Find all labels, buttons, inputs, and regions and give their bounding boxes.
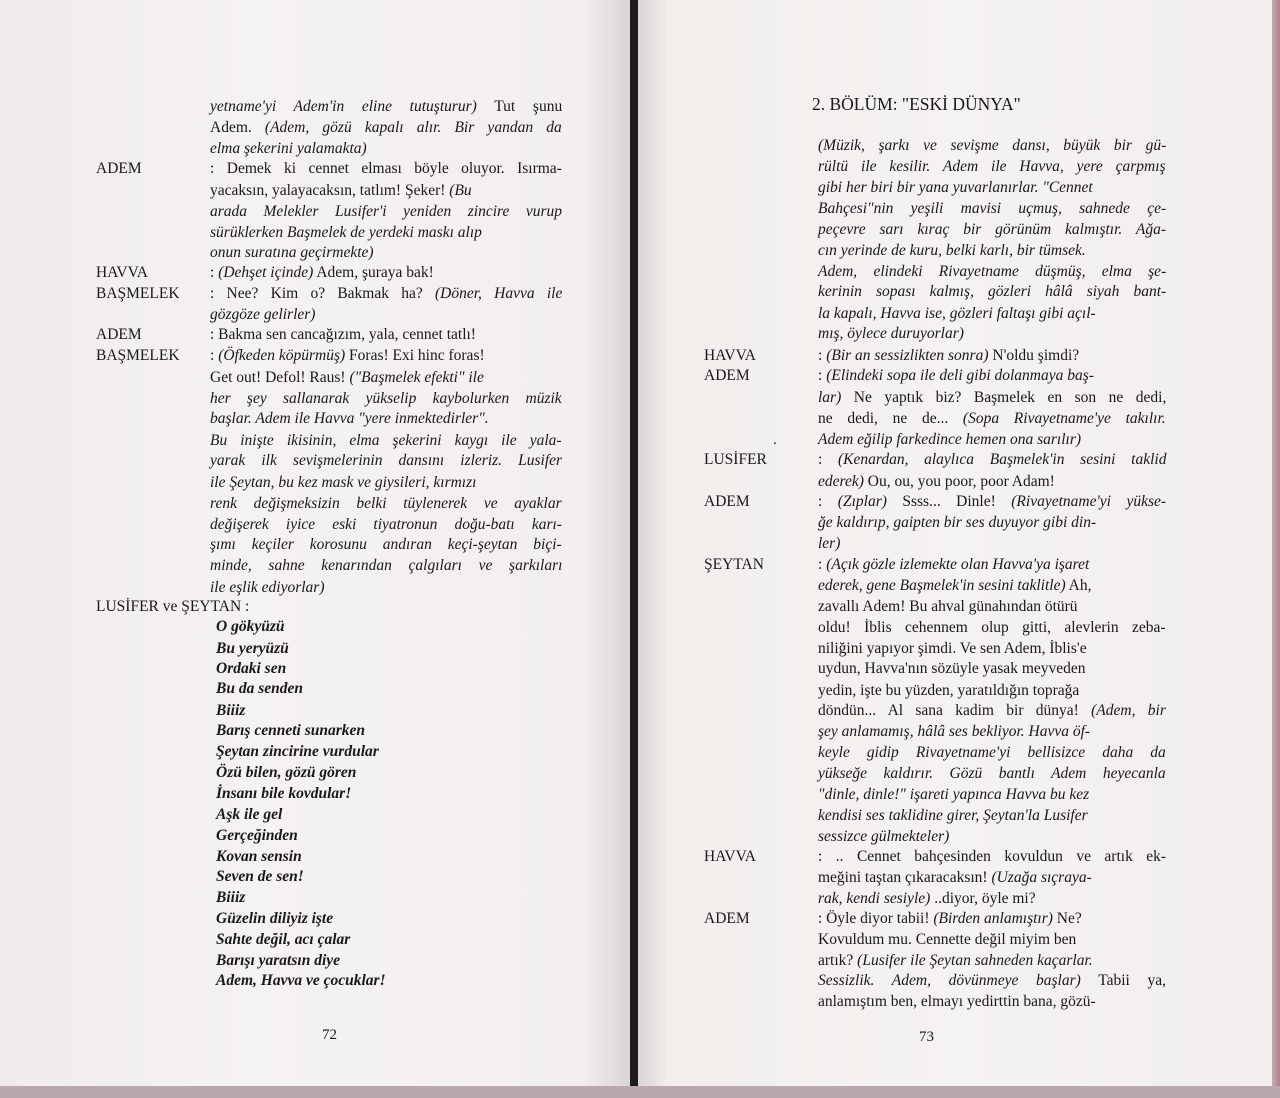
- dialogue-text: Tut şunu: [476, 98, 563, 115]
- speaker-name: ADEM: [96, 326, 142, 343]
- dialogue-text: yacaksın, yalayacaksın, tatlım! Şeker!: [210, 182, 450, 199]
- stage-direction: sürüklerken Başmelek de yerdeki maskı alıp: [210, 224, 482, 241]
- speaker-name: LUSİFER: [704, 451, 767, 468]
- stage-direction: Bahçesi"nin yeşili mavisi uçmuş, sahnede çe-: [818, 200, 1167, 217]
- text-line: [210, 390, 562, 408]
- text-line: [210, 495, 562, 513]
- stage-direction: rak, kendi sesiyle): [818, 890, 931, 907]
- dialogue-text: :: [818, 556, 827, 573]
- text-line: [818, 910, 1082, 928]
- stage-direction: Sessizlik. Adem, dövünmeye başlar): [818, 972, 1081, 989]
- stage-direction: renk değişmeksizin belki tüylenerek ve ayaklar: [210, 495, 562, 512]
- text-line: [818, 410, 1166, 428]
- speaker-name: ADEM: [704, 493, 750, 510]
- stage-direction: (Müzik, şarkı ve sevişme dansı, büyük bir gü-: [818, 137, 1167, 154]
- stage-direction: minde, sahne kenarından çalgıları ve şarkıları: [210, 557, 563, 574]
- book-gutter: [630, 0, 638, 1098]
- dialogue-text: Ah,: [1065, 577, 1092, 594]
- dialogue-text: zavallı Adem! Bu ahval günahından ötürü: [818, 598, 1078, 615]
- song-line: Kovan sensin: [216, 848, 302, 865]
- text-line: [818, 535, 840, 553]
- text-line: [818, 221, 1166, 239]
- song-speaker: LUSİFER ve ŞEYTAN :: [96, 598, 250, 615]
- song-line: Biiiz: [216, 889, 246, 906]
- dialogue-text: ne dedi, ne de...: [818, 410, 963, 427]
- chapter-title: 2. BÖLÜM: "ESKİ DÜNYA": [812, 94, 1021, 114]
- stage-direction: ğe kaldırıp, gaipten bir ses duyuyor gibi din-: [818, 514, 1097, 531]
- dialogue-text: Tabii ya,: [1080, 972, 1167, 989]
- stage-direction: (Dehşet içinde): [218, 264, 314, 281]
- text-line: [818, 367, 1094, 385]
- text-line: [818, 325, 964, 343]
- stage-direction: (Lusifer ile Şeytan sahneden kaçarlar.: [857, 952, 1093, 969]
- text-line: [818, 972, 1166, 990]
- dialogue-text: : Öyle diyor tabii!: [818, 910, 934, 927]
- text-line: [210, 557, 562, 575]
- speaker-name: HAVVA: [96, 264, 148, 281]
- text-line: [818, 931, 1076, 949]
- text-line: [818, 598, 1078, 616]
- stage-direction: gibi her biri bir yana yuvarlanırlar. "Cennet: [818, 179, 1093, 196]
- text-line: [818, 702, 1166, 720]
- stage-direction: Bu inişte ikisinin, elma şekerini kaygı ile yala-: [210, 432, 562, 449]
- stage-direction: mış, öylece duruyorlar): [818, 325, 964, 342]
- text-line: [818, 283, 1166, 301]
- song-line: Adem, Havva ve çocuklar!: [216, 972, 386, 989]
- dialogue-text: niliğini yapıyor şimdi. Ve sen Adem, İblis'e: [818, 640, 1087, 657]
- text-line: [818, 577, 1091, 595]
- text-line: [818, 242, 1086, 260]
- text-line: [210, 432, 562, 450]
- speaker-name: ŞEYTAN: [704, 556, 764, 573]
- text-line: [818, 514, 1096, 532]
- dialogue-text: Ou, ou, you poor, poor Adam!: [863, 473, 1055, 490]
- stage-direction: ler): [818, 535, 841, 552]
- stage-direction: şımı keçiler korosunu andıran keçi-şeytan biçi-: [210, 536, 562, 553]
- text-line: [818, 305, 1096, 323]
- text-line: [818, 682, 1079, 700]
- stage-direction: gözgöze gelirler): [210, 306, 316, 323]
- song-line: Biiiz: [216, 702, 246, 719]
- text-line: [818, 640, 1087, 658]
- dialogue-text: Ne yaptık biz? Başmelek en son ne dedi,: [841, 389, 1167, 406]
- stage-direction: yarak ilk sevişmelerinin dansını izleriz. Lusifer: [210, 452, 563, 469]
- text-line: [818, 158, 1166, 176]
- stage-direction: başlar. Adem ile Havva "yere inmektedirler".: [210, 410, 489, 427]
- stage-direction: rültü ile kesilir. Adem ile Havva, yere çarpmış: [818, 158, 1166, 175]
- dialogue-text: Adem, şuraya bak!: [313, 264, 434, 281]
- dialogue-text: ..diyor, öyle mi?: [930, 890, 1036, 907]
- stage-direction: Adem eğilip farkedince hemen ona sarılır): [818, 431, 1082, 448]
- speaker-name: ADEM: [704, 910, 750, 927]
- speaker-name: BAŞMELEK: [96, 285, 180, 302]
- stage-direction: kerinin sopası kalmış, gözleri hâlâ siyah bant-: [818, 283, 1167, 300]
- text-line: [818, 451, 1166, 469]
- stage-direction: (Elindeki sopa ile deli gibi dolanmaya baş-: [826, 367, 1094, 384]
- speaker-name: BAŞMELEK: [96, 347, 180, 364]
- text-line: [210, 579, 325, 597]
- speaker-name: HAVVA: [704, 347, 756, 364]
- dialogue-text: artık?: [818, 952, 858, 969]
- stage-direction: kendisi ses taklidine girer, Şeytan'la Lusifer: [818, 807, 1088, 824]
- page-number: 73: [919, 1029, 934, 1045]
- text-line: [818, 179, 1093, 197]
- text-line: [818, 786, 1089, 804]
- dialogue-text: :: [818, 451, 838, 468]
- text-line: [818, 493, 1166, 511]
- stage-direction: (Bu: [449, 182, 472, 199]
- text-line: [210, 244, 374, 262]
- text-line: [818, 347, 1079, 365]
- stage-direction: değişerek iyice eski tiyatronun doğu-batı karı-: [210, 516, 562, 533]
- song-line: Barışı yaratsın diye: [216, 952, 341, 969]
- text-line: [210, 285, 562, 303]
- text-line: [818, 952, 1093, 970]
- text-line: [210, 264, 434, 282]
- dialogue-text: Kovuldum mu. Cennette değil miyim ben: [818, 931, 1077, 948]
- dialogue-text: :: [210, 347, 219, 364]
- stage-direction: (Rivayetname'yi yükse-: [1011, 493, 1167, 510]
- text-line: [210, 119, 562, 137]
- song-line: Bu yeryüzü: [216, 640, 289, 657]
- dialogue-text: : Nee? Kim o? Bakmak ha?: [210, 285, 435, 302]
- text-line: [210, 182, 472, 200]
- song-line: Bu da senden: [216, 680, 303, 697]
- text-line: [818, 993, 1096, 1011]
- text-line: [210, 306, 315, 324]
- song-line: Güzelin diliyiz işte: [216, 910, 334, 927]
- song-line: O gökyüzü: [216, 618, 285, 635]
- text-line: [210, 452, 562, 470]
- text-line: [210, 203, 562, 221]
- text-line: [210, 474, 476, 492]
- stage-direction: ederek): [818, 473, 864, 490]
- dialogue-text: :: [210, 264, 219, 281]
- stage-direction: (Kenardan, alaylıca Başmelek'in sesini taklid: [837, 451, 1167, 468]
- song-line: Özü bilen, gözü gören: [216, 764, 357, 781]
- text-line: [818, 619, 1166, 637]
- song-line: İnsanı bile kovdular!: [216, 785, 352, 802]
- speaker-name: ADEM: [704, 367, 750, 384]
- text-line: [210, 516, 562, 534]
- text-line: [818, 848, 1166, 866]
- song-line: Gerçeğinden: [216, 827, 298, 844]
- stage-direction: keyle gidip Rivayetname'yi bellisizce daha da: [818, 744, 1166, 761]
- text-line: [210, 536, 562, 554]
- song-line: Barış cenneti sunarken: [216, 722, 366, 739]
- text-line: [818, 807, 1088, 825]
- song-line: Şeytan zincirine vurdular: [216, 743, 379, 760]
- stage-direction: (Zıplar): [837, 493, 887, 510]
- text-line: [210, 369, 484, 387]
- stage-direction: "dinle, dinle!" işareti yapınca Havva bu kez: [818, 786, 1090, 803]
- text-line: [818, 431, 1081, 449]
- stage-direction: (Sopa Rivayetname'ye takılır.: [962, 410, 1166, 427]
- text-line: [818, 869, 1092, 887]
- text-line: [818, 389, 1166, 407]
- stage-direction: yetname'yi Adem'in eline tutuşturur): [210, 98, 477, 115]
- dialogue-text: Ne?: [1052, 910, 1082, 927]
- dialogue-text: Foras! Exi hinc foras!: [345, 347, 485, 364]
- text-line: [818, 263, 1166, 281]
- dialogue-text: :: [818, 347, 827, 364]
- text-line: [210, 347, 485, 365]
- stage-direction: lar): [818, 389, 842, 406]
- stage-direction: arada Melekler Lusifer'i yeniden zincire vurup: [210, 203, 562, 220]
- page-bottom-edge: [0, 1086, 1280, 1098]
- text-line: [818, 765, 1166, 783]
- text-line: [818, 660, 1086, 678]
- text-line: [818, 137, 1166, 155]
- speaker-name: HAVVA: [704, 848, 756, 865]
- dialogue-text: :: [818, 367, 827, 384]
- song-line: Sahte değil, acı çalar: [216, 931, 351, 948]
- dialogue-text: yedin, işte bu yüzden, yaratıldığın toprağa: [818, 682, 1080, 699]
- text-line: [818, 556, 1089, 574]
- stage-direction: yükseğe kaldırır. Gözü bantlı Adem heyecanla: [818, 765, 1166, 782]
- text-line: [210, 140, 367, 158]
- stage-direction: sessizce gülmekteler): [818, 828, 950, 845]
- stage-direction: (Öfkeden köpürmüş): [218, 347, 346, 364]
- stage-direction: ile Şeytan, bu kez mask ve giysileri, kırmızı: [210, 474, 477, 491]
- song-line: Ordaki sen: [216, 660, 287, 677]
- stage-direction: cın yerinde de kuru, belki karlı, bir tümsek.: [818, 242, 1086, 259]
- dialogue-text: : Bakma sen cancağızım, yala, cennet tatlı!: [210, 326, 476, 343]
- text-line: [818, 723, 1090, 741]
- text-line: [210, 326, 476, 344]
- stage-direction: elma şekerini yalamakta): [210, 140, 367, 157]
- dialogue-text: : Demek ki cennet elması böyle oluyor. Isırma-: [210, 160, 562, 177]
- text-line: [818, 744, 1166, 762]
- stage-direction: şey anlamamış, hâlâ ses bekliyor. Havva öf-: [818, 723, 1091, 740]
- stage-direction: ile eşlik ediyorlar): [210, 579, 325, 596]
- song-line: Aşk ile gel: [216, 806, 283, 823]
- stage-direction: (Birden anlamıştır): [933, 910, 1053, 927]
- text-line: [210, 98, 562, 116]
- stage-direction: her şey sallanarak yükselip kaybolurken müzik: [210, 390, 562, 407]
- margin-mark: .: [773, 432, 777, 448]
- dialogue-text: döndün... Al sana kadim bir dünya!: [818, 702, 1092, 719]
- dialogue-text: Adem.: [210, 119, 265, 136]
- dialogue-text: Get out! Defol! Raus!: [210, 369, 350, 386]
- stage-direction: peçevre sarı kıraç bir görünüm kalmıştır. Ağa-: [818, 221, 1167, 238]
- dialogue-text: N'oldu şimdi?: [988, 347, 1080, 364]
- dialogue-text: meğini taştan çıkaracaksın!: [818, 869, 992, 886]
- stage-direction: (Uzağa sıçraya-: [991, 869, 1092, 886]
- dialogue-text: anlamıştım ben, elmayı yedirttin bana, gözü-: [818, 993, 1096, 1010]
- stage-direction: (Döner, Havva ile: [435, 285, 563, 302]
- text-line: [210, 410, 489, 428]
- stage-direction: (Adem, bir: [1091, 702, 1166, 719]
- dialogue-text: oldu! İblis cehennem olup gitti, alevlerin zeba-: [818, 619, 1166, 636]
- text-line: [818, 473, 1055, 491]
- dialogue-text: Ssss... Dinle!: [886, 493, 1012, 510]
- text-line: [818, 890, 1036, 908]
- stage-direction: (Bir an sessizlikten sonra): [826, 347, 989, 364]
- book-edge: [1272, 0, 1280, 1098]
- stage-direction: (Adem, gözü kapalı alır. Bir yandan da: [264, 119, 562, 136]
- text-line: [210, 224, 482, 242]
- stage-direction: (Açık gözle izlemekte olan Havva'ya işaret: [826, 556, 1090, 573]
- dialogue-text: :: [818, 493, 838, 510]
- text-line: [210, 160, 562, 178]
- stage-direction: ederek, gene Başmelek'in sesini taklitle): [818, 577, 1066, 594]
- dialogue-text: uydun, Havva'nın sözüyle yasak meyveden: [818, 660, 1086, 677]
- stage-direction: onun suratına geçirmekte): [210, 244, 374, 261]
- speaker-name: ADEM: [96, 160, 142, 177]
- stage-direction: Adem, elindeki Rivayetname düşmüş, elma şe-: [818, 263, 1167, 280]
- dialogue-text: : .. Cennet bahçesinden kovuldun ve artık ek-: [818, 848, 1167, 865]
- song-line: Seven de sen!: [216, 868, 304, 885]
- stage-direction: ("Başmelek efekti" ile: [349, 369, 484, 386]
- text-line: [818, 200, 1166, 218]
- text-line: [818, 828, 949, 846]
- page-number: 72: [322, 1027, 337, 1043]
- stage-direction: la kapalı, Havva ise, gözleri faltaşı gibi açıl-: [818, 305, 1096, 322]
